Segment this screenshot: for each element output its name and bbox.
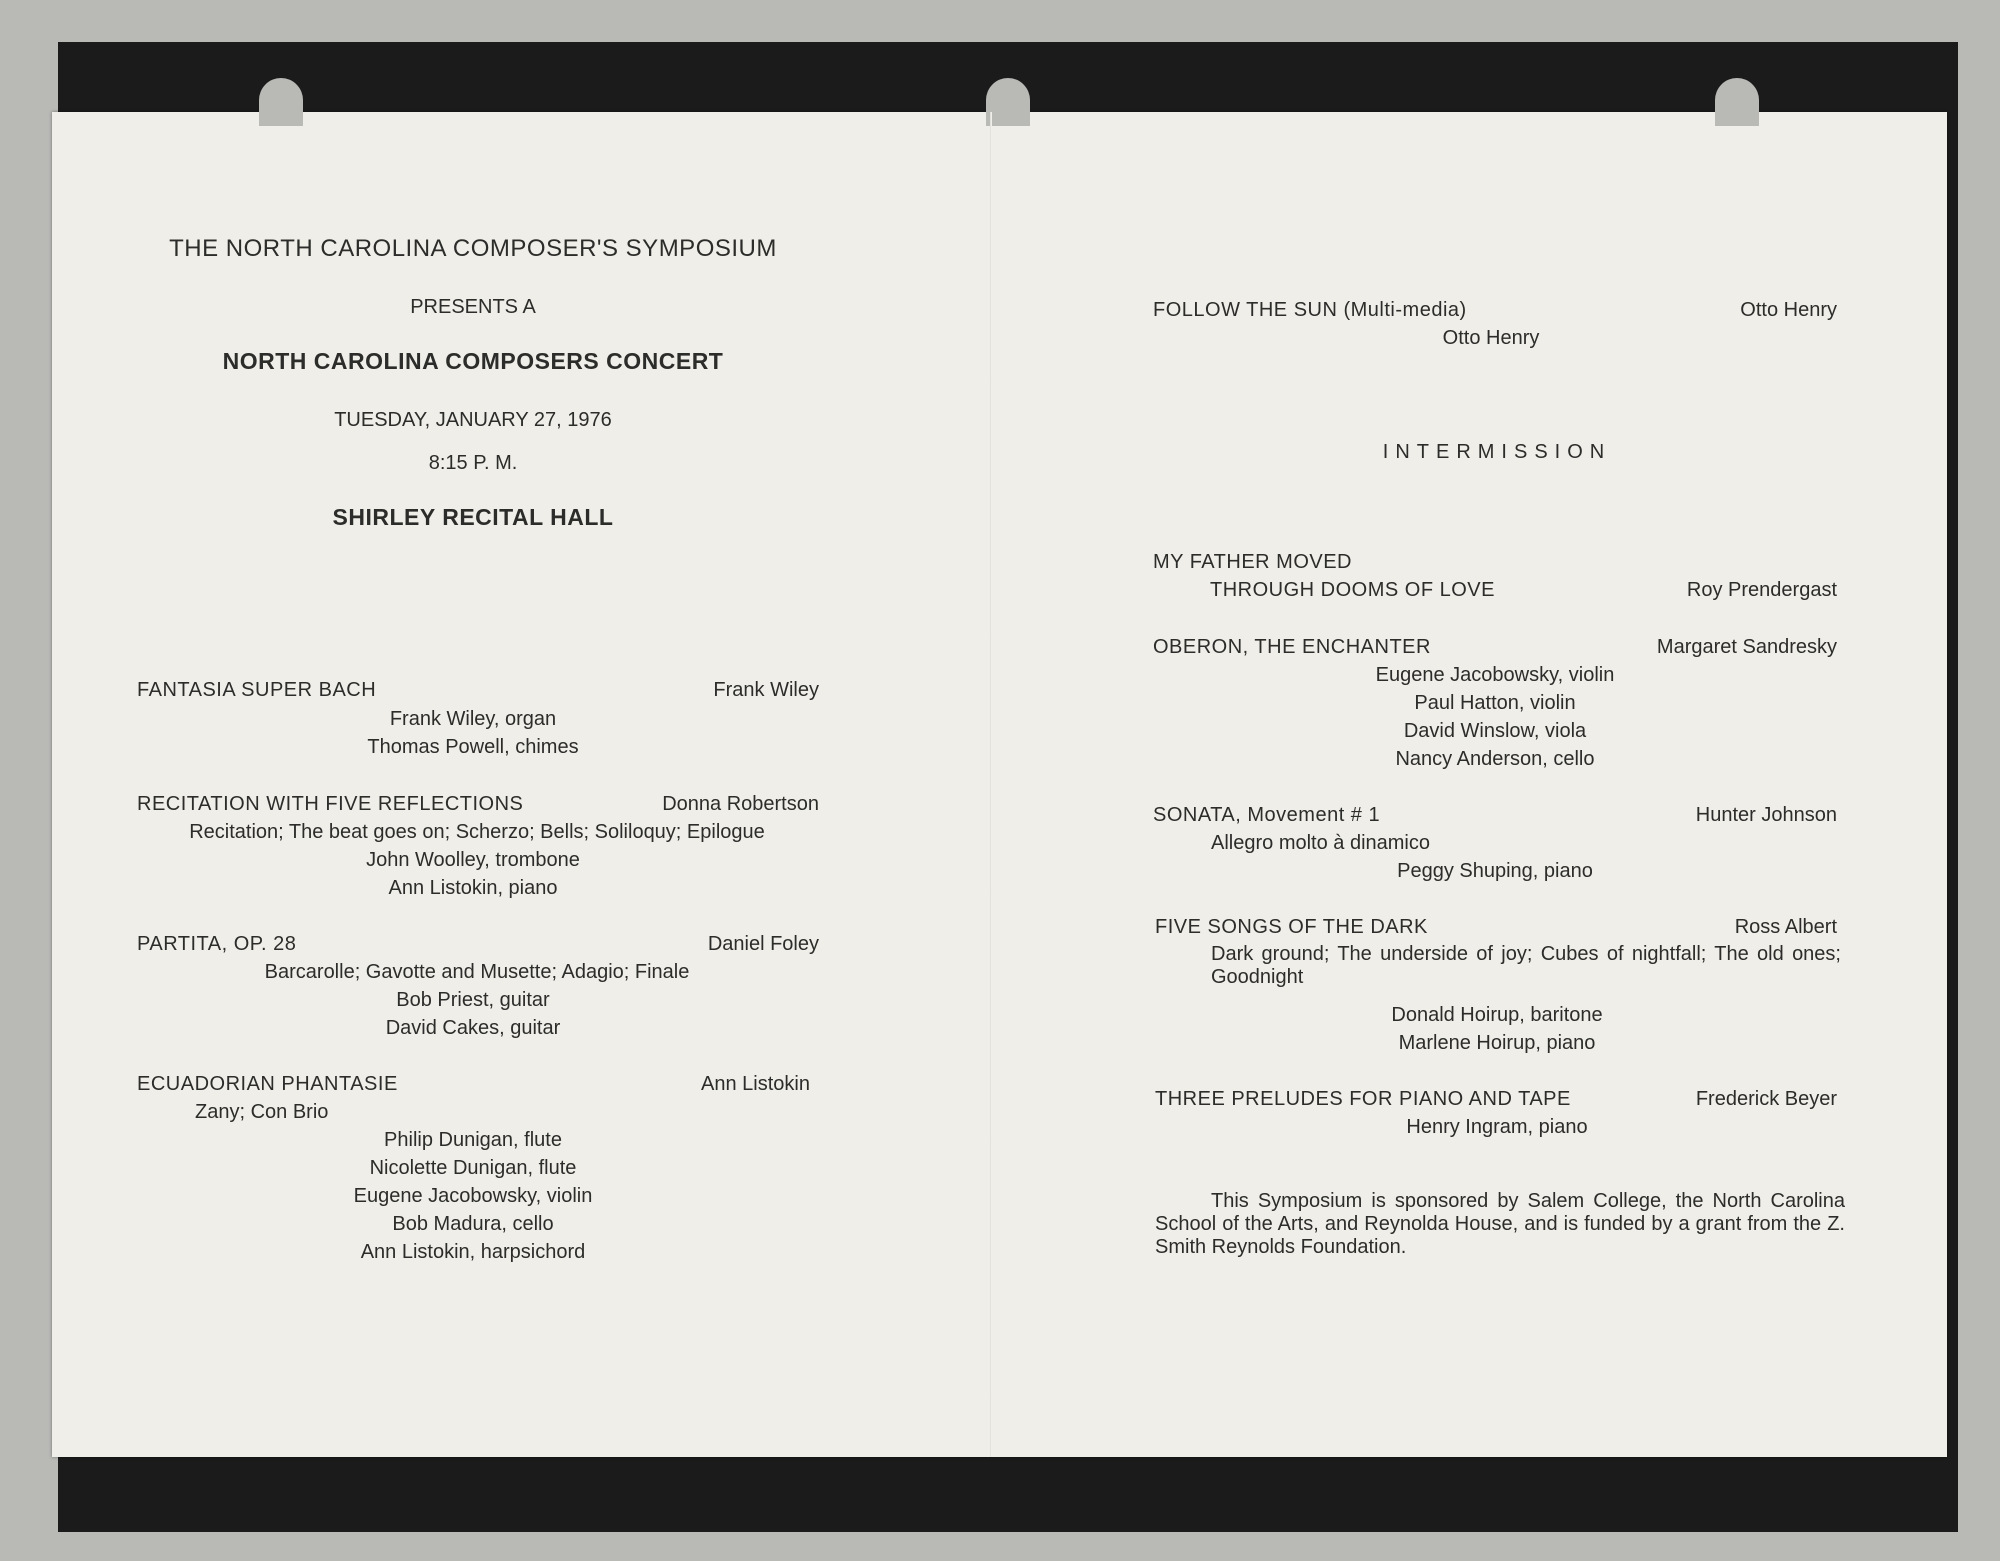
performer: Paul Hatton, violin [1414,692,1576,714]
performer: Donald Hoirup, baritone [1391,1004,1603,1026]
piece-composer: Hunter Johnson [1695,804,1837,826]
performer: Thomas Powell, chimes [367,736,579,758]
intermission: INTERMISSION [1382,441,1612,463]
performer: David Winslow, viola [1403,720,1587,742]
performer: Peggy Shuping, piano [1397,860,1593,882]
performer: Marlene Hoirup, piano [1398,1032,1596,1054]
concert-date: TUESDAY, JANUARY 27, 1976 [334,409,612,431]
performer: Eugene Jacobowsky, violin [1375,664,1615,686]
performer: Otto Henry [1442,327,1540,349]
piece-composer: Ross Albert [1734,916,1837,938]
movements: Zany; Con Brio [195,1101,329,1123]
left-panel [52,112,990,1457]
piece-title: THREE PRELUDES FOR PIANO AND TAPE [1155,1088,1571,1110]
concert-title: NORTH CAROLINA COMPOSERS CONCERT [222,348,724,374]
piece-title: FIVE SONGS OF THE DARK [1155,916,1428,938]
piece-title: SONATA, Movement # 1 [1153,804,1381,826]
performer: Bob Priest, guitar [396,989,550,1011]
piece-title: OBERON, THE ENCHANTER [1153,636,1431,658]
performer: John Woolley, trombone [366,849,580,871]
movements: Barcarolle; Gavotte and Musette; Adagio; Finale [264,961,690,983]
performer: Eugene Jacobowsky, violin [353,1185,593,1207]
piece-composer: Margaret Sandresky [1656,636,1837,658]
piece-composer: Daniel Foley [707,933,819,955]
presents-text: PRESENTS A [410,296,536,318]
performer: Nicolette Dunigan, flute [369,1157,577,1179]
performer: Ann Listokin, piano [388,877,558,899]
piece-title: FANTASIA SUPER BACH [137,679,377,701]
performer: David Cakes, guitar [385,1017,561,1039]
performer: Henry Ingram, piano [1406,1116,1588,1138]
performer: Nancy Anderson, cello [1395,748,1595,770]
piece-title: RECITATION WITH FIVE REFLECTIONS [137,793,524,815]
symposium-title: THE NORTH CAROLINA COMPOSER'S SYMPOSIUM [169,235,777,262]
piece-title: FOLLOW THE SUN (Multi-media) [1153,299,1467,321]
piece-title: PARTITA, OP. 28 [137,933,297,955]
movements: Dark ground; The underside of joy; Cubes of nightfall; The old ones; Goodnight [1211,943,1841,988]
performer: Bob Madura, cello [392,1213,554,1235]
movements: Recitation; The beat goes on; Scherzo; Bells; Soliloquy; Epilogue [189,821,765,843]
venue: SHIRLEY RECITAL HALL [332,504,614,530]
concert-time: 8:15 P. M. [428,452,518,474]
piece-composer: Roy Prendergast [1686,579,1837,601]
piece-composer: Donna Robertson [662,793,819,815]
right-panel [992,112,1947,1457]
piece-composer: Otto Henry [1740,299,1837,321]
piece-composer: Frederick Beyer [1695,1088,1837,1110]
movements: Allegro molto à dinamico [1211,832,1430,854]
piece-title: MY FATHER MOVED [1153,551,1353,573]
piece-composer: Ann Listokin [701,1073,810,1095]
performer: Philip Dunigan, flute [384,1129,562,1151]
performer: Frank Wiley, organ [389,708,557,730]
performer: Ann Listokin, harpsichord [360,1241,586,1263]
piece-title: ECUADORIAN PHANTASIE [137,1073,398,1095]
sponsor-note: This Symposium is sponsored by Salem College, the North Carolina School of the Arts, and Reynolda House, and is funded by a grant from the Z. Smith Reynolds Foundation. [1155,1190,1845,1258]
piece-title-continued: THROUGH DOOMS OF LOVE [1210,579,1495,601]
piece-composer: Frank Wiley [713,679,819,701]
